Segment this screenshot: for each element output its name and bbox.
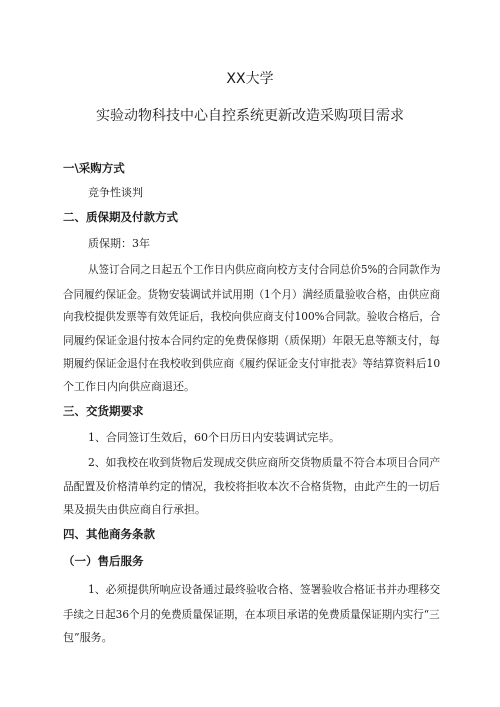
- sub-heading-after-sales: （一）售后服务: [63, 554, 144, 568]
- warranty-period-text: 质保期：3年: [88, 237, 150, 250]
- payment-paragraph-line: 向我校提供发票等有效凭证后，我校向供应商支付100%合同款。验收合格后，合: [63, 310, 441, 323]
- after-sales-item-1-line: 手续之日起36个月的免费质量保证期，在本项目承诺的免费质量保证期内实行“三: [63, 608, 440, 621]
- section-heading-procurement-method: 一\采购方式: [63, 161, 125, 175]
- section-heading-other-terms: 四、其他商务条款: [63, 527, 155, 541]
- delivery-item-2-line: 2、如我校在收到货物后发现成交供应商所交货物质量不符合本项目合同产: [88, 456, 441, 469]
- document-subtitle: 实验动物科技中心自控系统更新改造采购项目需求: [96, 108, 404, 124]
- section-heading-warranty-payment: 二、质保期及付款方式: [63, 210, 178, 224]
- after-sales-item-1-line: 1、必须提供所响应设备通过最终验收合格、签署验收合格证书并办理移交: [88, 583, 441, 596]
- procurement-method-text: 竞争性谈判: [88, 186, 143, 199]
- payment-paragraph-line: 从签订合同之日起五个工作日内供应商向校方支付合同总价5%的合同款作为: [88, 263, 441, 276]
- delivery-item-2-line: 品配置及价格清单约定的情况，我校将拒收本次不合格货物，由此产生的一切后: [63, 480, 440, 493]
- payment-paragraph-line: 期履约保证金退付在我校收到供应商《履约保证金支付审批表》等结算资料后10: [63, 357, 441, 370]
- payment-paragraph-line: 同履约保证金退付按本合同约定的免费保修期（质保期）年限无息等额支付，每: [63, 334, 440, 347]
- document-title: XX大学: [226, 71, 274, 87]
- payment-paragraph-line: 个工作日内向供应商退还。: [63, 380, 195, 393]
- delivery-item-2-line: 果及损失由供应商自行承担。: [63, 503, 206, 516]
- delivery-item-1: 1、合同签订生效后，60个日历日内安装调试完毕。: [88, 431, 340, 444]
- section-heading-delivery: 三、交货期要求: [63, 404, 144, 418]
- after-sales-item-1-line: 包”服务。: [63, 631, 113, 644]
- payment-paragraph-line: 合同履约保证金。货物安装调试并试用期（1个月）满经质量验收合格，由供应商: [63, 288, 441, 301]
